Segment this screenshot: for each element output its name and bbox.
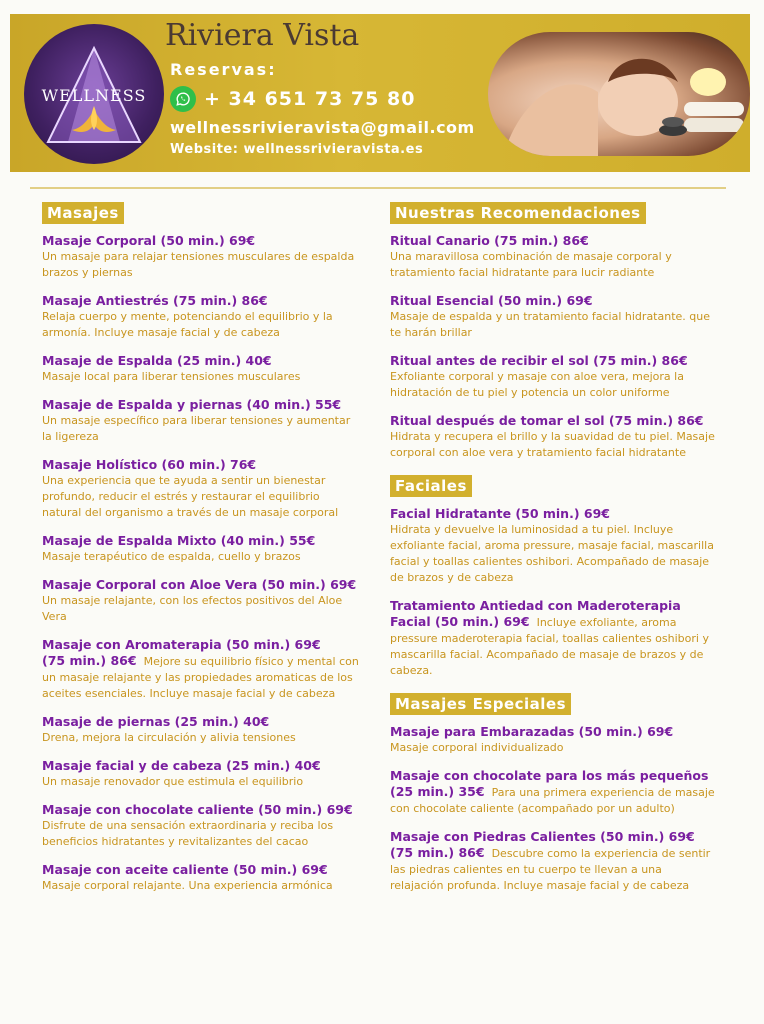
item-name: Masaje con chocolate caliente (50 min.) 69€	[42, 802, 353, 817]
phone-number[interactable]: + 34 651 73 75 80	[204, 88, 416, 110]
item-desc: Masaje local para liberar tensiones musculares	[42, 370, 301, 383]
item-name-extra: (75 min.) 86€	[42, 653, 137, 668]
website-link[interactable]: Website: wellnessrivieravista.es	[170, 142, 424, 157]
item-name: Ritual Canario (75 min.) 86€	[390, 233, 589, 248]
brand-name: Riviera Vista	[165, 18, 360, 53]
item-name: Masaje con Aromaterapia (50 min.) 69€	[42, 637, 321, 652]
list-item	[390, 353, 716, 401]
section-title-recomendaciones: Nuestras Recomendaciones	[390, 202, 646, 224]
item-name-extra: Facial (50 min.) 69€	[390, 614, 530, 629]
item-desc: Un masaje para relajar tensiones musculares de espalda brazos y piernas	[42, 250, 355, 279]
item-desc: Hidrata y recupera el brillo y la suavidad de tu piel. Masaje corporal con aloe vera y tratamiento facial hidratante	[390, 430, 715, 459]
item-desc-block	[390, 845, 716, 894]
reservations-label: Reservas:	[170, 60, 277, 79]
section-title-masajes: Masajes	[42, 202, 124, 224]
list-item	[42, 802, 360, 850]
item-desc: Un masaje relajante, con los efectos positivos del Aloe Vera	[42, 594, 343, 623]
item-name: Ritual antes de recibir el sol (75 min.) 86€	[390, 353, 688, 368]
list-item	[42, 637, 360, 702]
item-desc: Una maravillosa combinación de masaje corporal y tratamiento facial hidratante para lucir radiante	[390, 250, 672, 279]
massages-column	[42, 202, 360, 906]
item-desc: Una experiencia que te ayuda a sentir un bienestar profundo, reducir el estrés y restaurar el equilibrio natural del organismo a través de un masaje corporal	[42, 474, 339, 519]
spa-scene-icon	[488, 32, 750, 156]
item-desc: Masaje corporal individualizado	[390, 741, 564, 754]
item-desc-block	[390, 614, 716, 679]
item-name: Ritual Esencial (50 min.) 69€	[390, 293, 593, 308]
list-item	[390, 768, 716, 817]
list-item	[390, 506, 716, 586]
section-title-especiales: Masajes Especiales	[390, 693, 571, 715]
item-desc: Mejore su equilibrio físico y mental con un masaje relajante y las propiedades aromaticas de los aceites esenciales. Incluye masaje facial y de cabeza	[42, 655, 359, 700]
list-item	[42, 293, 360, 341]
item-name: Masaje con Piedras Calientes (50 min.) 69€	[390, 829, 695, 844]
item-name: Ritual después de tomar el sol (75 min.) 86€	[390, 413, 704, 428]
item-name: Masaje facial y de cabeza (25 min.) 40€	[42, 758, 321, 773]
item-name-extra: (25 min.) 35€	[390, 784, 485, 799]
item-desc: Un masaje renovador que estimula el equilibrio	[42, 775, 304, 788]
item-desc: Un masaje específico para liberar tensiones y aumentar la ligereza	[42, 414, 351, 443]
item-name: Masaje Corporal (50 min.) 69€	[42, 233, 256, 248]
item-name: Masaje de Espalda y piernas (40 min.) 55€	[42, 397, 342, 412]
item-desc: Relaja cuerpo y mente, potenciando el equilibrio y la armonía. Incluye masaje facial y de cabeza	[42, 310, 333, 339]
item-desc: Masaje de espalda y un tratamiento facial hidratante. que te harán brillar	[390, 310, 710, 339]
item-desc: Para una primera experiencia de masaje con chocolate caliente (acompañado por un adulto)	[390, 786, 715, 815]
item-name: Masaje con aceite caliente (50 min.) 69€	[42, 862, 328, 877]
list-item	[42, 397, 360, 445]
email-address[interactable]: wellnessrivieravista@gmail.com	[170, 118, 475, 137]
item-name: Tratamiento Antiedad con Maderoterapia	[390, 598, 681, 613]
logo-text: WELLNESS	[41, 86, 147, 105]
item-desc: Descubre como la experiencia de sentir las piedras calientes en tu cuerpo te llevan a una relajación profunda. Incluye masaje facial y de cabeza	[390, 847, 711, 892]
divider-line	[30, 187, 726, 189]
item-name: Masaje Corporal con Aloe Vera (50 min.) 69€	[42, 577, 357, 592]
list-item	[390, 724, 716, 756]
item-desc-block	[390, 784, 716, 817]
item-name: Masaje Holístico (60 min.) 76€	[42, 457, 257, 472]
section-title-faciales: Faciales	[390, 475, 472, 497]
item-desc: Disfrute de una sensación extraordinaria y reciba los beneficios hidratantes y revitalizantes del cacao	[42, 819, 334, 848]
item-desc: Masaje terapéutico de espalda, cuello y brazos	[42, 550, 301, 563]
item-desc-block	[42, 653, 360, 702]
massage-photo	[488, 32, 750, 156]
item-desc: Masaje corporal relajante. Una experiencia armónica	[42, 879, 333, 892]
item-desc: Incluye exfoliante, aroma pressure maderoterapia facial, toallas calientes oshibori y mascarilla facial. Acompañado de masaje de brazos y de cabeza.	[390, 616, 709, 677]
whatsapp-icon	[170, 86, 196, 112]
item-name: Masaje con chocolate para los más pequeños	[390, 768, 709, 783]
list-item	[42, 714, 360, 746]
item-desc: Hidrata y devuelve la luminosidad a tu piel. Incluye exfoliante facial, aroma pressure, masaje facial, mascarilla facial y toallas calientes oshibori. Acompañado de masaje de brazos y de cabeza	[390, 523, 714, 584]
item-name: Facial Hidratante (50 min.) 69€	[390, 506, 610, 521]
list-item	[390, 293, 716, 341]
item-name: Masaje de piernas (25 min.) 40€	[42, 714, 270, 729]
list-item	[42, 353, 360, 385]
header-banner	[10, 14, 750, 172]
list-item	[42, 577, 360, 625]
list-item	[42, 233, 360, 281]
list-item	[390, 598, 716, 679]
item-name: Masaje de Espalda Mixto (40 min.) 55€	[42, 533, 316, 548]
wellness-logo	[24, 24, 164, 164]
item-name-extra: (75 min.) 86€	[390, 845, 485, 860]
list-item	[42, 533, 360, 565]
list-item	[42, 862, 360, 894]
list-item	[390, 233, 716, 281]
item-desc: Exfoliante corporal y masaje con aloe vera, mejora la hidratación de tu piel y potencia un color uniforme	[390, 370, 684, 399]
item-name: Masaje Antiestrés (75 min.) 86€	[42, 293, 268, 308]
top-margin	[0, 0, 764, 14]
item-name: Masaje de Espalda (25 min.) 40€	[42, 353, 272, 368]
item-name: Masaje para Embarazadas (50 min.) 69€	[390, 724, 674, 739]
list-item	[42, 457, 360, 521]
list-item	[42, 758, 360, 790]
item-desc: Drena, mejora la circulación y alivia tensiones	[42, 731, 296, 744]
recommendations-column	[390, 202, 716, 906]
list-item	[390, 413, 716, 461]
phone-row	[170, 86, 415, 112]
list-item	[390, 829, 716, 894]
